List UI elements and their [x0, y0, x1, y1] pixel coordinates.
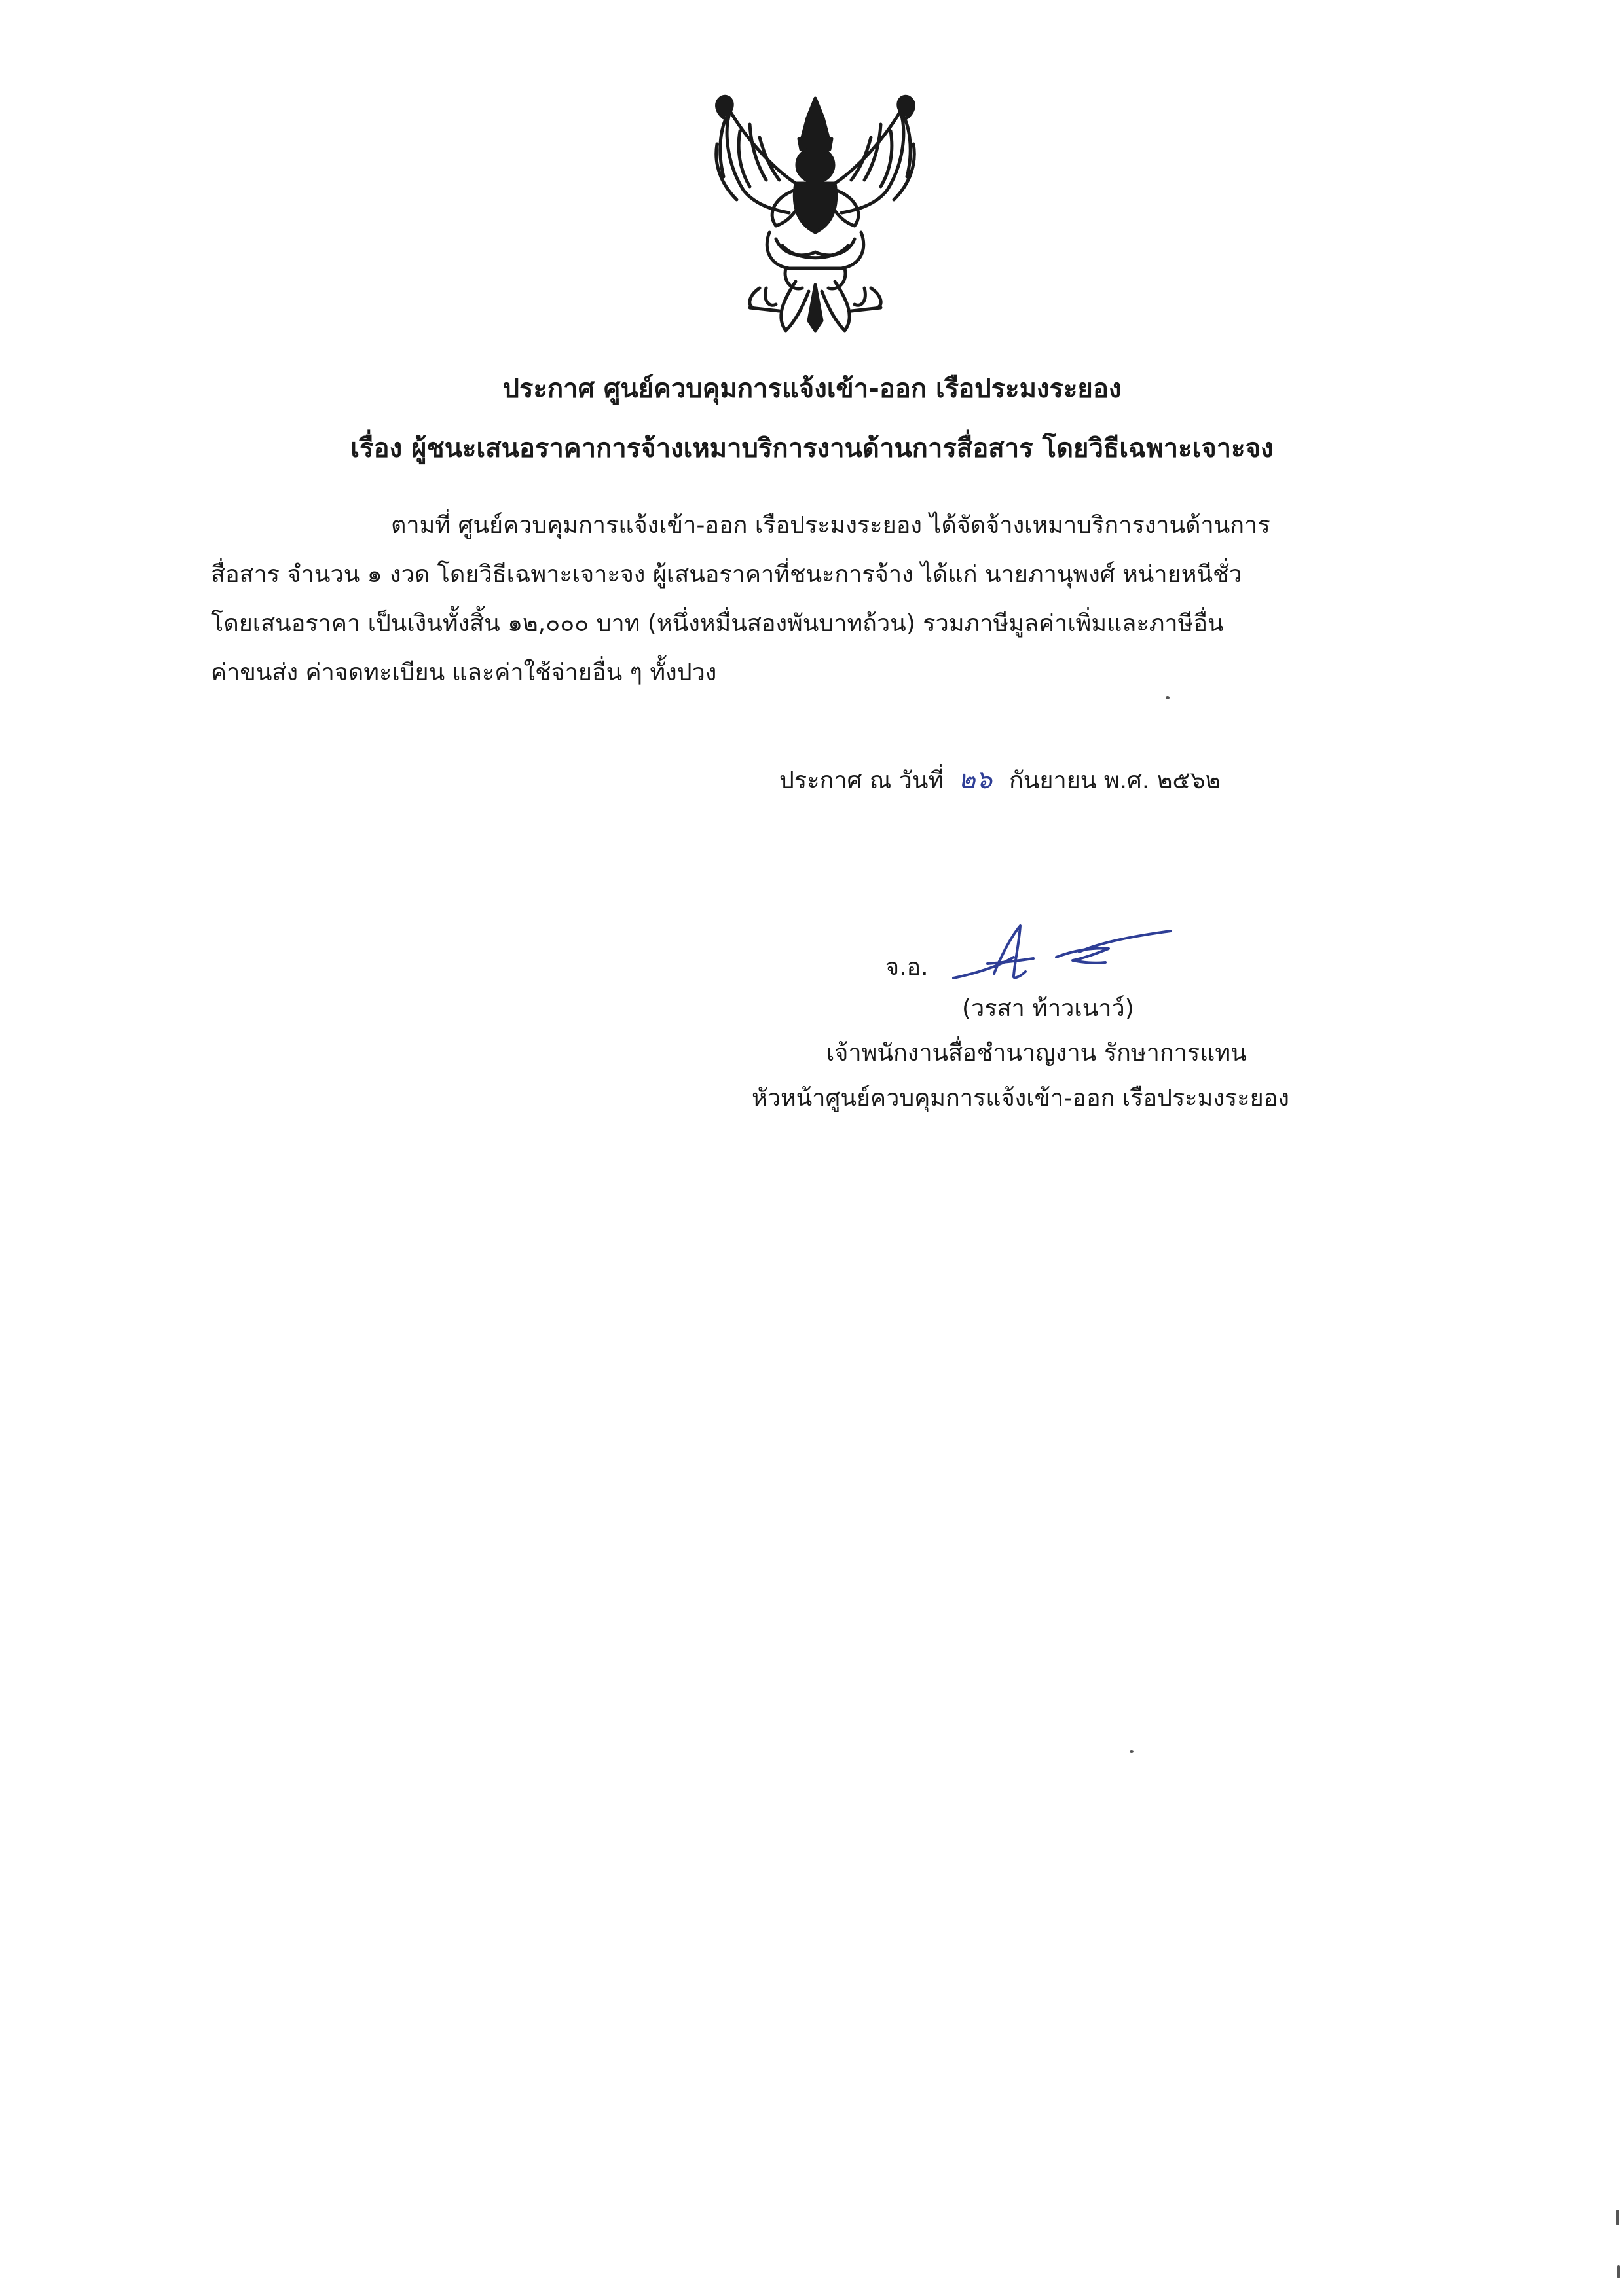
scan-speck	[1166, 696, 1170, 699]
date-prefix: ประกาศ ณ วันที่	[779, 767, 944, 794]
garuda-emblem-icon	[704, 92, 927, 334]
announcement-title: ประกาศ ศูนย์ควบคุมการแจ้งเข้า-ออก เรือประมงระยอง	[502, 374, 1122, 404]
body-line-1: ตามที่ ศูนย์ควบคุมการแจ้งเข้า-ออก เรือประมงระยอง ได้จัดจ้างเหมาบริการงานด้านการ	[391, 512, 1270, 539]
body-line-2: สื่อสาร จำนวน ๑ งวด โดยวิธีเฉพาะเจาะจง ผู้เสนอราคาที่ชนะการจ้าง ได้แก่ นายภานุพงศ์ หน่ายหนีชั่ว	[211, 561, 1242, 588]
signatory-office: หัวหน้าศูนย์ควบคุมการแจ้งเข้า-ออก เรือประมงระยอง	[752, 1085, 1289, 1112]
announcement-subject: เรื่อง ผู้ชนะเสนอราคาการจ้างเหมาบริการงานด้านการสื่อสาร โดยวิธีเฉพาะเจาะจง	[350, 433, 1274, 464]
body-line-4: ค่าขนส่ง ค่าจดทะเบียน และค่าใช้จ่ายอื่น ๆ ทั้งปวง	[211, 659, 717, 686]
date-day-handwritten: ๒๖	[958, 765, 992, 795]
handwritten-signature	[948, 911, 1177, 990]
scan-edge-mark	[1617, 2265, 1620, 2278]
announcement-date	[779, 763, 1221, 798]
signatory-name: (วรสา ท้าวเนาว์)	[962, 995, 1134, 1022]
date-month-year: กันยายน พ.ศ. ๒๕๖๒	[1009, 767, 1221, 794]
signatory-position: เจ้าพนักงานสื่อชำนาญงาน รักษาการแทน	[826, 1040, 1247, 1066]
signature-rank-label: จ.อ.	[885, 954, 929, 981]
body-line-3: โดยเสนอราคา เป็นเงินทั้งสิ้น ๑๒,๐๐๐ บาท (หนึ่งหมื่นสองพันบาทถ้วน) รวมภาษีมูลค่าเพิ่มและภาษีอื่น	[211, 610, 1224, 637]
scan-edge-mark	[1616, 2210, 1619, 2225]
scan-speck	[1130, 1750, 1134, 1753]
